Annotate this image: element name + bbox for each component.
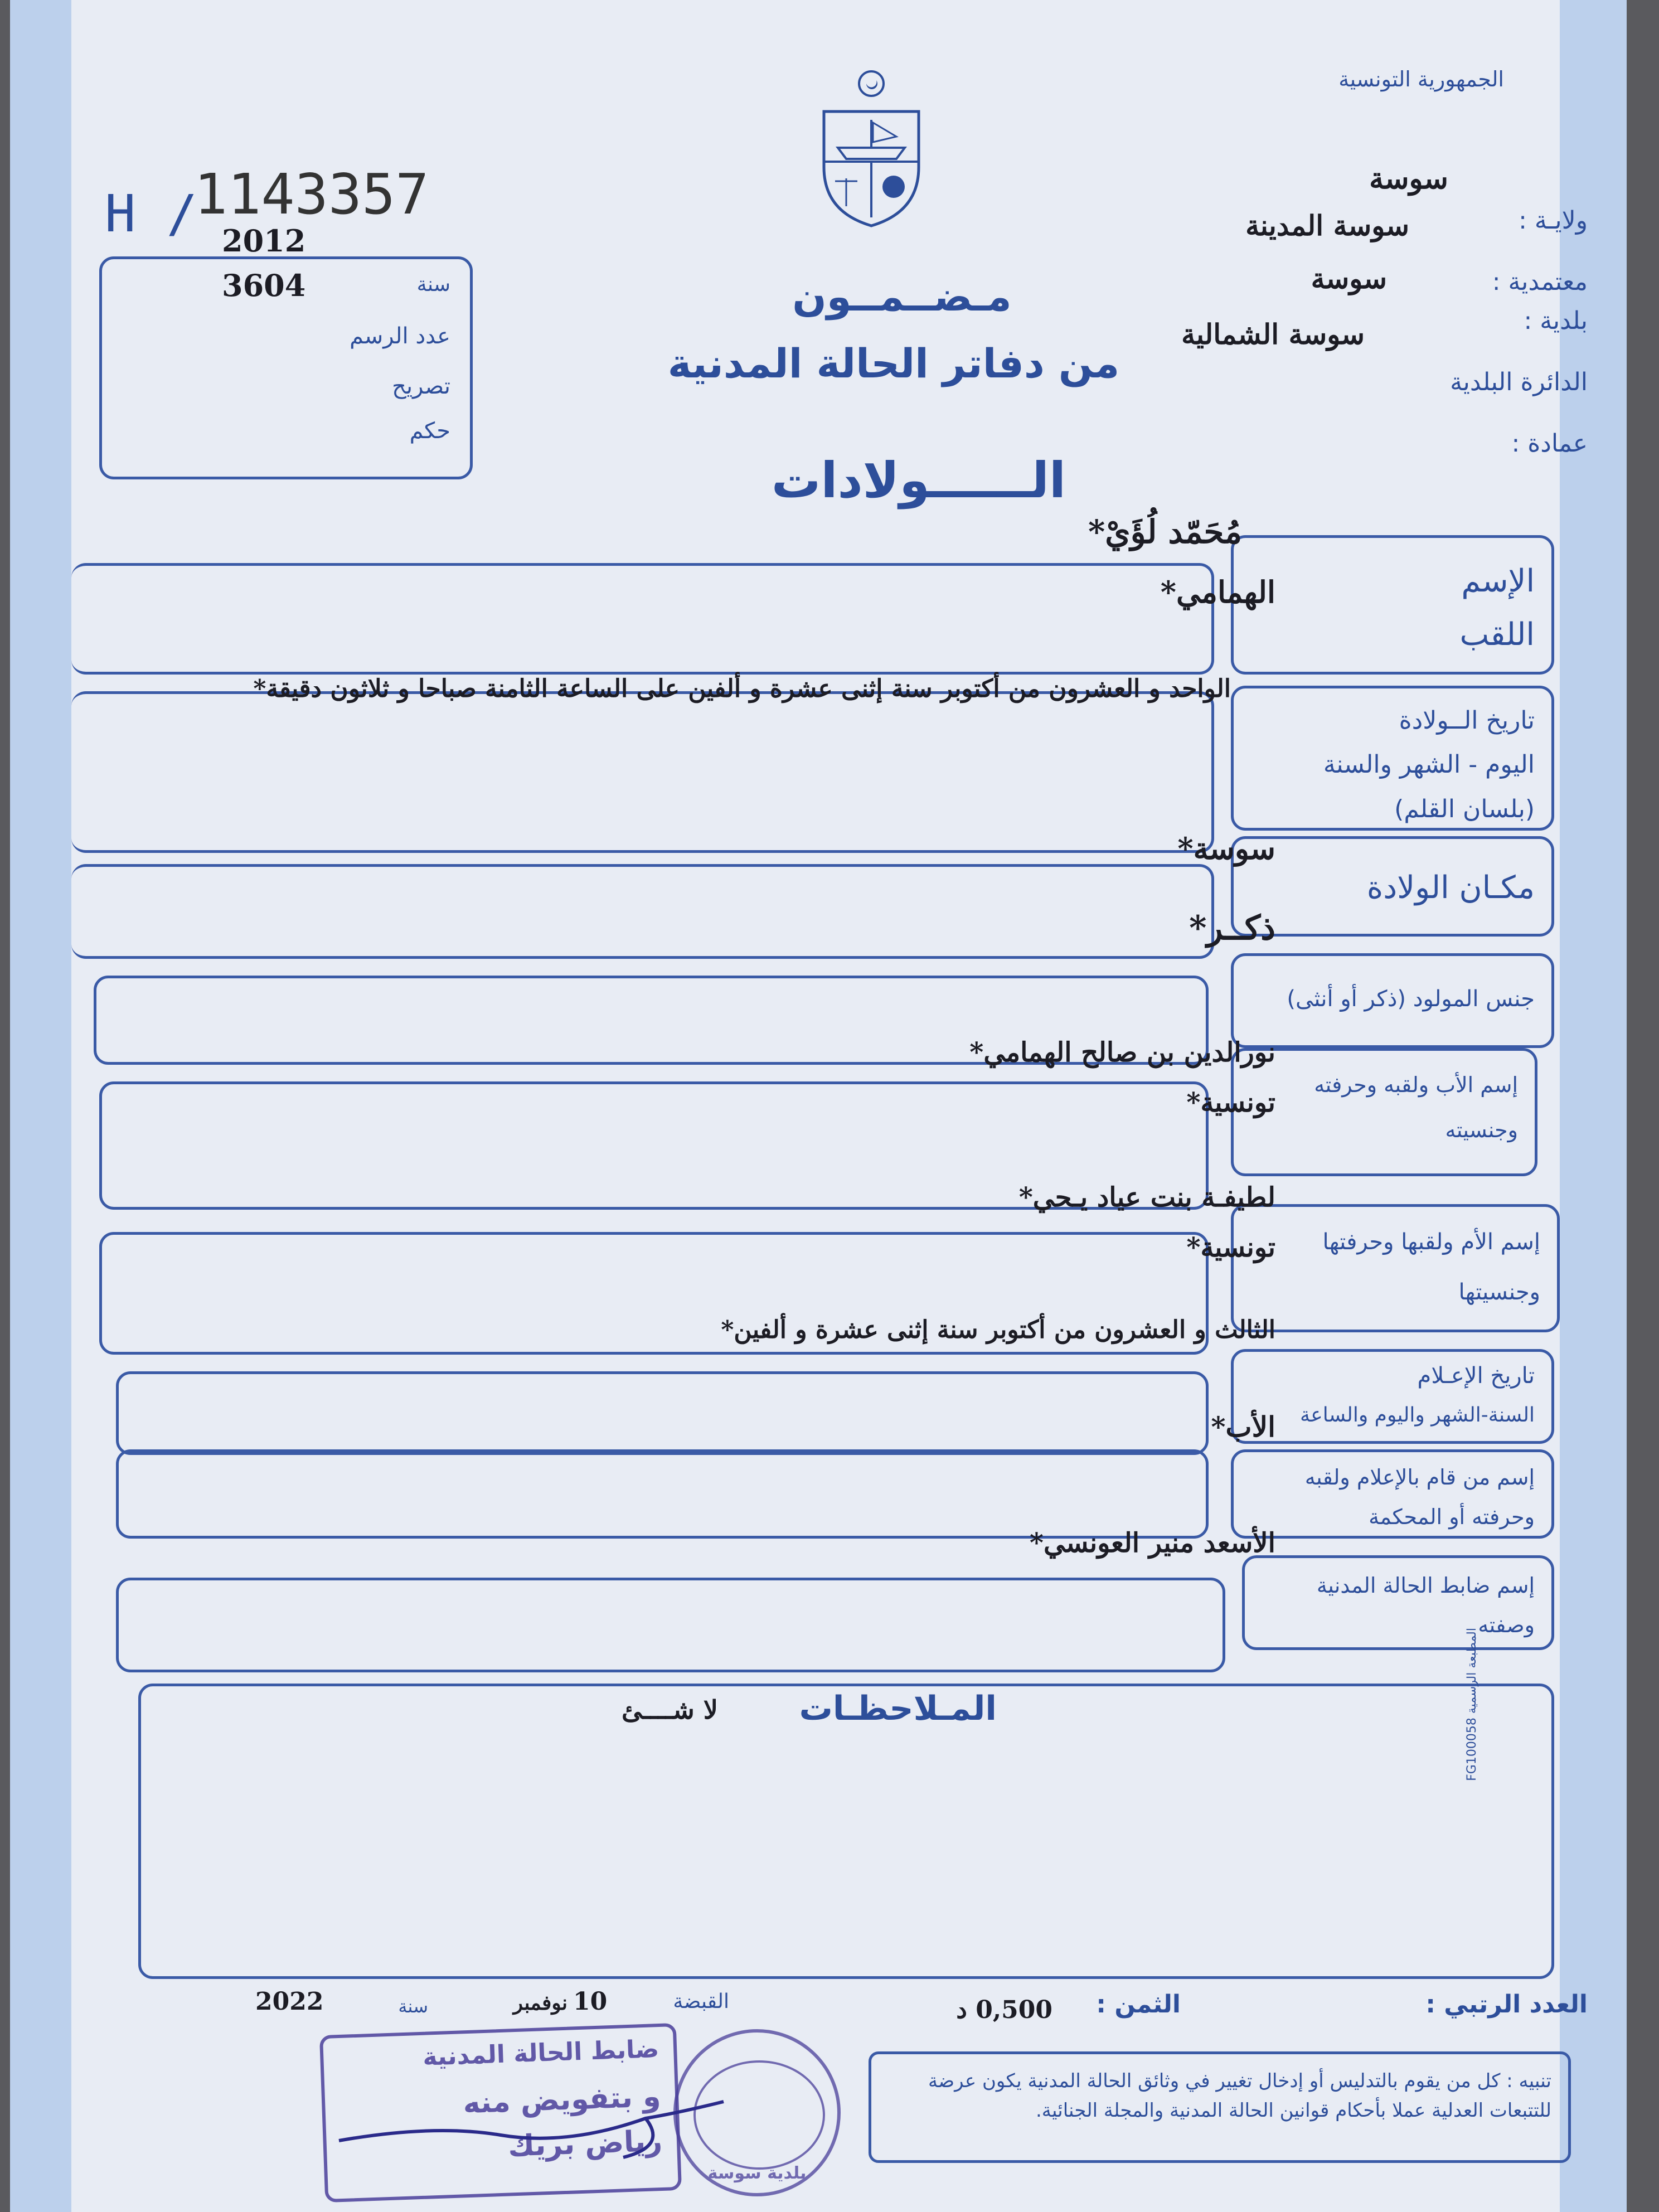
declaration-date-label: تاريخ الإعـلام — [1417, 1363, 1535, 1389]
father-label-box — [1231, 1048, 1537, 1176]
remarks-value: لا شــــئ — [621, 1695, 718, 1725]
officer-label: إسم ضابط الحالة المدنية — [1316, 1573, 1535, 1598]
declarant-sublabel: وحرفته أو المحكمة — [1369, 1505, 1535, 1530]
printer-mark: المطبعة الرسمية FG100058 — [1465, 1628, 1479, 1781]
serial-label: العدد الرتبي : — [1425, 1990, 1588, 2019]
birth-place-label-box — [1231, 836, 1554, 937]
baladia-value: سوسة الشمالية — [1181, 318, 1365, 351]
declarant-value-box — [116, 1449, 1209, 1539]
wilaya-value-2: سوسة المدينة — [1245, 209, 1409, 242]
wilaya-label: ولايـة : — [1519, 206, 1588, 235]
name-label-box — [1231, 535, 1554, 675]
coat-of-arms-icon — [813, 67, 930, 229]
declaration-date-value: الثالث و العشرون من أكتوبر سنة إثنى عشرة و ألفين* — [721, 1316, 1275, 1344]
birth-date-value: الواحد و العشرون من أكتوبر سنة إثنى عشرة و ألفين على الساعة الثامنة صباحا و ثلاثون دقيقة* — [253, 675, 1231, 703]
round-seal-text: بلدية سوسة — [707, 2164, 807, 2183]
baladia-label: بلدية : — [1524, 307, 1588, 335]
signature-icon — [333, 2079, 757, 2169]
birth-place-label: مكـان الولادة — [1366, 870, 1535, 906]
year-footer-label: سنة — [398, 1996, 428, 2017]
remarks-label: المـلاحظـات — [799, 1689, 997, 1728]
birth-date-label: تاريخ الــولادة — [1399, 706, 1535, 735]
section-title: الــــــولادات — [771, 452, 1066, 509]
declaration-label: تصريح — [392, 373, 450, 399]
registry-number: 3604 — [222, 268, 306, 303]
date-label: القبضة — [673, 1990, 729, 2013]
mother-value: لطيفـة بنت عياد يـحي* — [1018, 1182, 1275, 1213]
number-label: عدد الرسم — [350, 323, 450, 349]
gender-label-box — [1231, 953, 1554, 1048]
daira-label: الدائرة البلدية — [1450, 368, 1588, 396]
declarant-value: الأب* — [1211, 1410, 1275, 1443]
stamp-line-2: و بتفويض منه — [462, 2079, 662, 2121]
year-footer-value: 2022 — [255, 1987, 324, 2016]
price-value: 0,500 د — [956, 1996, 1052, 2024]
mother-label: إسم الأم ولقبها وحرفتها — [1322, 1229, 1540, 1255]
date-month: نوفمبر — [513, 1991, 567, 2015]
birth-date-value-box — [71, 691, 1214, 853]
certificate-paper — [10, 0, 1627, 2212]
declarant-label: إسم من قام بالإعلام ولقبه — [1304, 1465, 1535, 1490]
year-label: سنة — [416, 273, 450, 296]
birth-place-value: سوسة* — [1177, 831, 1275, 866]
officer-value-box — [116, 1578, 1225, 1672]
gender-label: جنس المولود (ذكر أو أنثى) — [1287, 986, 1535, 1012]
registry-year: 2012 — [222, 223, 306, 259]
title-line-2: من دفاتر الحالة المدنية — [667, 340, 1120, 387]
wilaya-value: سوسة — [1369, 162, 1448, 196]
surname-value: الهمامي* — [1160, 574, 1275, 610]
birth-date-sublabel: اليوم - الشهر والسنة — [1323, 750, 1535, 779]
officer-sublabel: وصفته — [1478, 1613, 1535, 1638]
serial-prefix: H / — [105, 184, 198, 244]
date-day: 10 — [573, 1987, 608, 2016]
surname-label: اللقب — [1459, 616, 1535, 653]
name-value: مُحَمّد لُؤَيْ* — [1088, 513, 1242, 551]
warning-text: تنبيه : كل من يقوم بالتدليس أو إدخال تغيير في وثائق الحالة المدنية يكون عرضة للتتبعات العدلية عملا بأحكام قوانين الحالة المدنية والمجلة الجنائية. — [928, 2070, 1551, 2122]
declaration-date-label-box — [1231, 1349, 1554, 1444]
father-label: إسم الأب ولقبه وحرفته — [1314, 1073, 1518, 1097]
father-nationality-value: تونسية* — [1186, 1087, 1275, 1118]
officer-label-box — [1242, 1555, 1554, 1650]
motamadia-value: سوسة — [1311, 262, 1387, 295]
mother-nationality-label: وجنسيتها — [1458, 1279, 1540, 1305]
birth-date-label-box — [1231, 686, 1554, 831]
father-nationality-label: وجنسيته — [1445, 1118, 1518, 1143]
name-label: الإسم — [1461, 563, 1535, 599]
declaration-date-sublabel: السنة-الشهر واليوم والساعة — [1300, 1404, 1535, 1427]
gender-value: ذكــر* — [1189, 909, 1275, 948]
title-line-1: مـضــمــون — [792, 273, 1012, 320]
judgment-label: حكم — [409, 418, 450, 444]
price-label: الثمن : — [1096, 1990, 1181, 2019]
officer-value: الأسعد منير العونسي* — [1029, 1527, 1275, 1559]
omada-label: عمادة : — [1511, 429, 1588, 458]
mother-label-box — [1231, 1204, 1560, 1332]
stamp-line-3: رياض بريك — [507, 2124, 663, 2164]
serial-number: 1143357 — [194, 162, 429, 227]
motamadia-label: معتمدية : — [1492, 268, 1588, 296]
stamp-line-1: ضابط الحالة المدنية — [422, 2035, 660, 2072]
republic-header: الجمهورية التونسية — [1338, 67, 1504, 91]
warning-box — [869, 2051, 1571, 2163]
mother-nationality-value: تونسية* — [1186, 1232, 1275, 1263]
father-value: نورالدين بن صالح الهمامي* — [969, 1037, 1275, 1068]
birth-date-note: (بلسان القلم) — [1394, 794, 1535, 823]
declarant-label-box — [1231, 1449, 1554, 1539]
